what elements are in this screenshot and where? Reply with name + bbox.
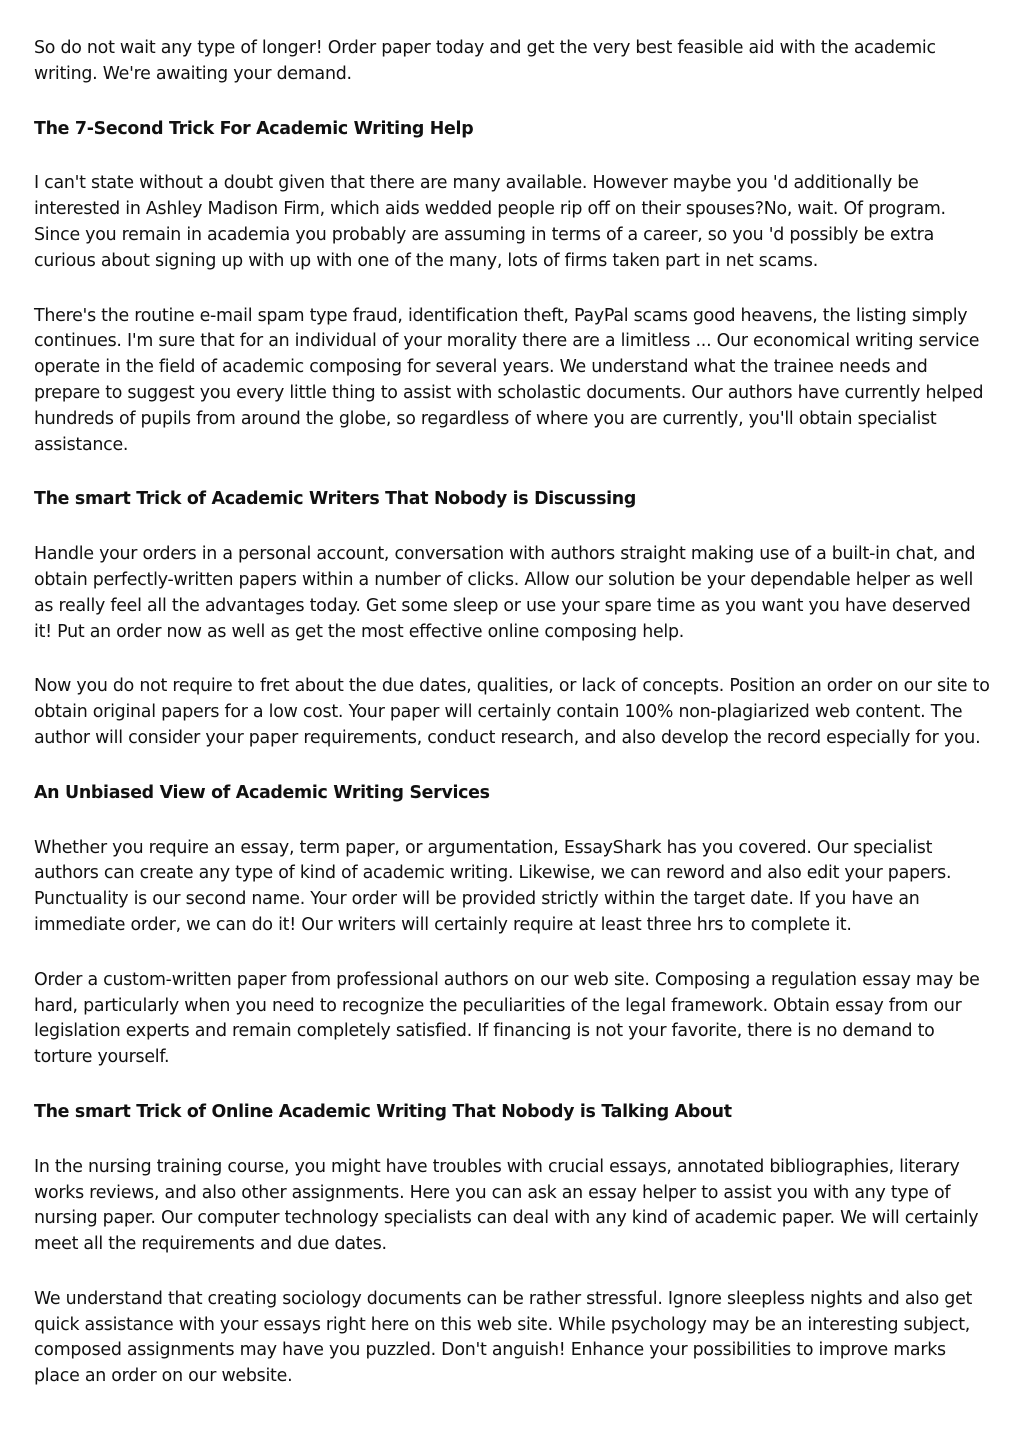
paragraph-spam-fraud: There's the routine e-mail spam type fraud, identification theft, PayPal scams good heavens, the listing simply continues. I'm sure that for an individual of your morality there are a limitless ... Our economical writing service operate in the field of academic composing for several years. We understand what the trainee needs and prepare to suggest you every little thing to assist with scholastic documents. Our authors have currently helped hundreds of pupils from around the globe, so regardless of where you are currently, you'll obtain specialist assistance.: [34, 305, 984, 455]
heading-online-academic-writing: The smart Trick of Online Academic Writing That Nobody is Talking About: [34, 1101, 732, 1122]
heading-academic-writers: The smart Trick of Academic Writers That Nobody is Discussing: [34, 489, 637, 510]
paragraph-due-dates: Now you do not require to fret about the due dates, qualities, or lack of concepts. Position an order on our site to obtain original papers for a low cost. Your paper will certainly contain 100% non-plagiarized web content. The author will consider your paper requirements, conduct research, and also develop the record especially for you.: [34, 676, 990, 748]
paragraph-ashley-madison: I can't state without a doubt given that there are many available. However maybe you 'd additionally be interested in Ashley Madison Firm, which aids wedded people rip off on their spouses?No, wait. Of program. Since you remain in academia you probably are assuming in terms of a career, so you 'd possibly be extra curious about signing up with up with one of the many, lots of firms taken part in net scams.: [34, 173, 946, 271]
heading-unbiased-view: An Unbiased View of Academic Writing Services: [34, 782, 490, 803]
heading-7-second-trick: The 7-Second Trick For Academic Writing Help: [34, 118, 474, 139]
paragraph-nursing: In the nursing training course, you might have troubles with crucial essays, annotated bibliographies, literary works reviews, and also other assignments. Here you can ask an essay helper to assist you with any type of nursing paper. Our computer technology specialists can deal with any kind of academic paper. We will certainly meet all the requirements and due dates.: [34, 1156, 979, 1255]
paragraph-intro: So do not wait any type of longer! Order paper today and get the very best feasible aid with the academic writing. We're awaiting your demand.: [34, 38, 936, 84]
paragraph-essayshark: Whether you require an essay, term paper, or argumentation, EssayShark has you covered. Our specialist authors can create any type of kind of academic writing. Likewise, we can reword and also edit your papers. Punctuality is our second name. Your order will be provided strictly within the target date. If you have an immediate order, we can do it! Our writers will certainly require at least three hrs to complete it.: [34, 837, 952, 935]
paragraph-custom-written: Order a custom-written paper from professional authors on our web site. Composing a regulation essay may be hard, particularly when you need to recognize the peculiarities of the legal framework. Obtain essay from our legislation experts and remain completely satisfied. If financing is not your favorite, there is no demand to torture yourself.: [34, 969, 980, 1068]
paragraph-personal-account: Handle your orders in a personal account, conversation with authors straight making use of a built-in chat, and obtain perfectly-written papers within a number of clicks. Allow our solution be your dependable helper as well as really feel all the advantages today. Get some sleep or use your spare time as you want you have deserved it! Put an order now as well as get the most effective online composing help.: [34, 544, 976, 642]
paragraph-sociology: We understand that creating sociology documents can be rather stressful. Ignore sleepless nights and also get quick assistance with your essays right here on this web site. While psychology may be an interesting subject, composed assignments may have you puzzled. Don't anguish! Enhance your possibilities to improve marks place an order on our website.: [34, 1288, 973, 1387]
